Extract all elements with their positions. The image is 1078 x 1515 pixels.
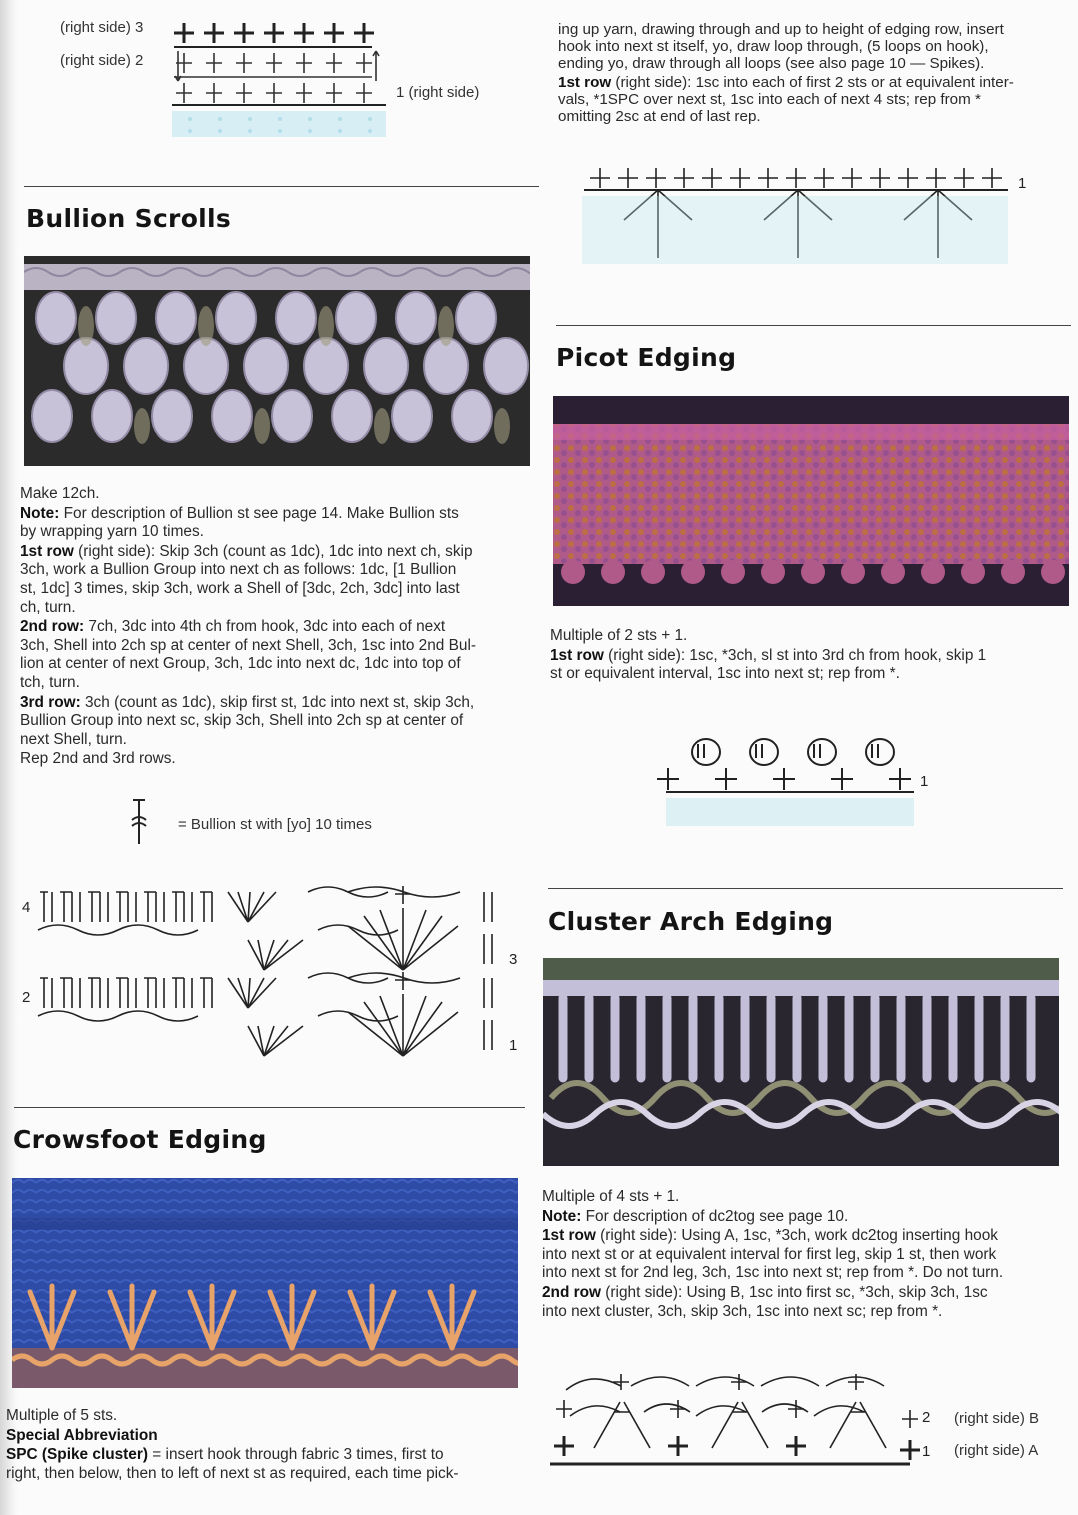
spike-chart-row1: 1 [1018, 175, 1027, 192]
top-sc-chart [170, 15, 392, 140]
bullion-row3: 3rd row: 3ch (count as 1dc), skip first st, 1dc into next st, skip 3ch, Bullion Group into next sc, skip 3ch, Shell into 2ch sp at center of next Shell, turn. [20, 693, 475, 748]
bullion-photo [24, 256, 530, 466]
crowsfoot-special: Special Abbreviation [6, 1426, 158, 1444]
divider-top-left [24, 186, 539, 187]
picot-chart [650, 730, 940, 830]
spike-chart [578, 158, 1038, 270]
crowsfoot-multiple: Multiple of 5 sts. [6, 1407, 118, 1424]
picot-title: Picot Edging [556, 343, 737, 372]
bullion-chart [18, 880, 528, 1080]
divider-right-2 [548, 888, 1063, 889]
bullion-stitch-symbol [124, 796, 154, 848]
cluster-title: Cluster Arch Edging [548, 907, 834, 936]
bullion-row2: 2nd row: 7ch, 3dc into 4th ch from hook, 3dc into each of next 3ch, Shell into 2ch sp at center of next Shell, 3ch, 1sc into 2nd Bul- lion at center of next Group, 3ch, 1dc into next dc, 1dc into top of tch, turn. [20, 618, 477, 691]
cluster-row1: 1st row (right side): Using A, 1sc, *3ch, work dc2tog inserting hook into next st or at equivalent interval for first leg, skip 1 st, then work into next st for 2nd leg, 3ch, 1sc into next st; rep from *. Do not turn. [542, 1227, 1004, 1282]
bullion-chart-row2: 2 [22, 989, 31, 1006]
bullion-make: Make 12ch. [20, 485, 100, 502]
cluster-row2-label: (right side) B [954, 1410, 1040, 1427]
top-chart-row1-label: 1 (right side) [396, 84, 480, 101]
cluster-row2: 2nd row (right side): Using B, 1sc into first sc, *3ch, skip 3ch, 1sc into next cluster, 3ch, skip 3ch, 1sc into next sc; rep from *. [542, 1283, 988, 1320]
bullion-instructions [20, 485, 535, 770]
crowsfoot-spc: SPC (Spike cluster) = insert hook through fabric 3 times, first to right, then below, then to left of next st as required, each time pick- [6, 1446, 459, 1482]
spike-intro [558, 21, 1073, 126]
divider-right-1 [556, 325, 1071, 326]
picot-photo [553, 396, 1069, 606]
crowsfoot-instructions [6, 1407, 526, 1484]
picot-multiple: Multiple of 2 sts + 1. [550, 627, 688, 644]
bullion-chart-row3: 3 [509, 951, 518, 968]
cluster-row1-label: (right side) A [954, 1442, 1039, 1459]
cluster-multiple: Multiple of 4 sts + 1. [542, 1188, 680, 1205]
picot-row1: 1st row (right side): 1sc, *3ch, sl st into 3rd ch from hook, skip 1 st or equivalent interval, 1sc into next st; rep from *. [550, 646, 987, 683]
bullion-title: Bullion Scrolls [26, 204, 232, 233]
bullion-chart-row4: 4 [22, 899, 31, 916]
bullion-chart-row1: 1 [509, 1037, 518, 1054]
cluster-chart-row2: 2 [922, 1409, 931, 1426]
picot-instructions [550, 627, 1070, 685]
bullion-legend: = Bullion st with [yo] 10 times [178, 816, 372, 833]
bullion-note: Note: For description of Bullion st see page 14. Make Bullion sts by wrapping yarn 10 times. [20, 504, 459, 541]
spike-intro-text: ing up yarn, drawing through and up to height of edging row, insert hook into next st itself, yo, draw loop through, (5 loops on hook), ending yo, draw through all loops (see also page 10 — Spikes). [558, 21, 1004, 73]
crowsfoot-photo [12, 1178, 518, 1388]
top-chart-row2-label: (right side) 2 [60, 52, 144, 69]
cluster-chart-row1: 1 [922, 1443, 931, 1460]
cluster-photo [543, 958, 1059, 1166]
spike-row1: 1st row (right side): 1sc into each of first 2 sts or at equivalent inter- vals, *1SPC over next st, 1sc into each of next 4 sts; rep from * omitting 2sc at end of last rep. [558, 73, 1014, 126]
divider-bottom-left [14, 1107, 525, 1108]
cluster-instructions [542, 1188, 1067, 1322]
cluster-note: Note: For description of dc2tog see page 10. [542, 1207, 849, 1225]
top-chart-row3-label: (right side) 3 [60, 19, 144, 36]
bullion-row1: 1st row (right side): Skip 3ch (count as 1dc), 1dc into next ch, skip 3ch, work a Bullion Group into next ch as follows: 1dc, [1 Bullion st, 1dc] 3 times, skip 3ch, work a Shell of [3dc, 2ch, 3dc] into last ch, turn. [20, 542, 473, 616]
cluster-chart [546, 1370, 938, 1476]
picot-chart-row1: 1 [920, 773, 929, 790]
crowsfoot-title: Crowsfoot Edging [13, 1125, 267, 1154]
bullion-rep: Rep 2nd and 3rd rows. [20, 750, 176, 768]
